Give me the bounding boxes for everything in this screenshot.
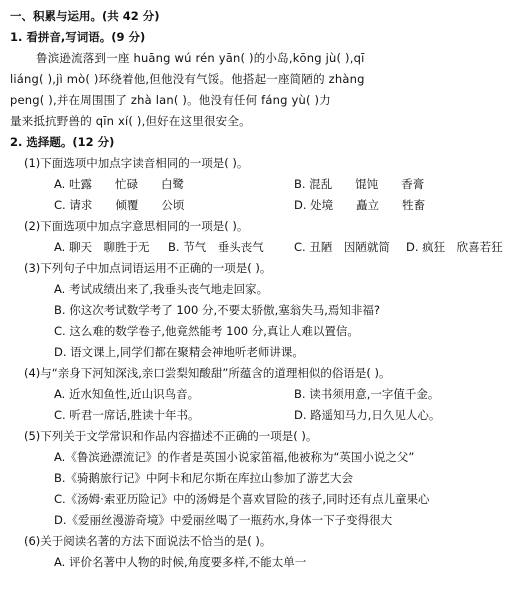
- q1-line-3: peng( ),并在周围围了 zhà lan( )。他没有任何 fáng yù( )力: [10, 93, 331, 107]
- q1-line-2: liáng( ),jì mò( )环绕着他,但他没有气馁。他搭起一座简陋的 zhàng: [10, 72, 365, 86]
- option-d: D. 路遥知马力,日久见人心。: [294, 408, 441, 422]
- option-b: B. 你这次考试数学考了 100 分,不要太骄傲,塞翁失马,焉知非福?: [54, 303, 381, 317]
- q1-heading: 1. 看拼音,写词语。(9 分): [10, 30, 146, 44]
- option-c: C.《汤姆·索亚历险记》中的汤姆是个喜欢冒险的孩子,同时还有点儿童果心: [54, 492, 430, 506]
- option-d: D. 疯狂 欣喜若狂: [406, 240, 503, 254]
- option-a: A. 近水知鱼性,近山识鸟音。: [54, 387, 200, 401]
- q2-6-stem: (6)关于阅读名著的方法下面说法不恰当的是( )。: [24, 534, 272, 548]
- q2-4-options-row-2: [10, 405, 522, 426]
- q2-2-options-row: [10, 237, 522, 258]
- q1-line-1: 鲁滨逊流落到一座 huāng wú rén yān( )的小岛,kōng jù( ),qī: [36, 51, 365, 65]
- option-c: C. 这么难的数学卷子,他竟然能考 100 分,真让人难以置信。: [54, 324, 359, 338]
- option-d: D.《爱丽丝漫游奇境》中爱丽丝喝了一瓶药水,身体一下子变得很大: [54, 513, 393, 527]
- option-b: B.《骑鹅旅行记》中阿卡和尼尔斯在库拉山参加了游艺大会: [54, 471, 354, 485]
- section-title: 一、积累与运用。(共 42 分): [10, 9, 160, 23]
- q2-5-stem: (5)下列关于文学常识和作品内容描述不正确的一项是( )。: [24, 429, 318, 443]
- option-a: A.《鲁滨逊漂流记》的作者是英国小说家笛福,他被称为“英国小说之父”: [54, 450, 415, 464]
- option-a: A. 吐露 忙碌 白鹭: [54, 177, 184, 191]
- option-c: C. 请求 倾覆 公顷: [54, 198, 185, 212]
- q2-1-options-row-1: [10, 174, 522, 195]
- q2-1-options-row-2: [10, 195, 522, 216]
- option-b: B. 混乱 馄饨 香膏: [294, 177, 425, 191]
- q2-2-stem: (2)下面选项中加点字意思相同的一项是( )。: [24, 219, 249, 233]
- option-b: B. 读书须用意,一字值千金。: [294, 387, 440, 401]
- option-a: A. 评价名著中人物的时候,角度要多样,不能太单一: [54, 555, 307, 569]
- option-b: B. 节气 垂头丧气: [168, 240, 264, 254]
- option-a: A. 聊天 聊胜于无: [54, 240, 150, 254]
- option-d: D. 语文课上,同学们都在聚精会神地听老师讲课。: [54, 345, 304, 359]
- q2-4-stem: (4)与“亲身下河知深浅,亲口尝梨知酸甜”所蕴含的道理相似的俗语是( )。: [24, 366, 391, 380]
- option-a: A. 考试成绩出来了,我垂头丧气地走回家。: [54, 282, 269, 296]
- option-d: D. 处境 矗立 牲畜: [294, 198, 426, 212]
- option-c: C. 听君一席话,胜读十年书。: [54, 408, 200, 422]
- q2-heading: 2. 选择题。(12 分): [10, 135, 115, 149]
- q1-line-4: 量来抵抗野兽的 qīn xí( ),但好在这里很安全。: [10, 114, 251, 128]
- q2-1-stem: (1)下面选项中加点字读音相同的一项是( )。: [24, 156, 249, 170]
- q2-3-stem: (3)下列句子中加点词语运用不正确的一项是( )。: [24, 261, 272, 275]
- option-c: C. 丑陋 因陋就简: [294, 240, 390, 254]
- q2-4-options-row-1: [10, 384, 522, 405]
